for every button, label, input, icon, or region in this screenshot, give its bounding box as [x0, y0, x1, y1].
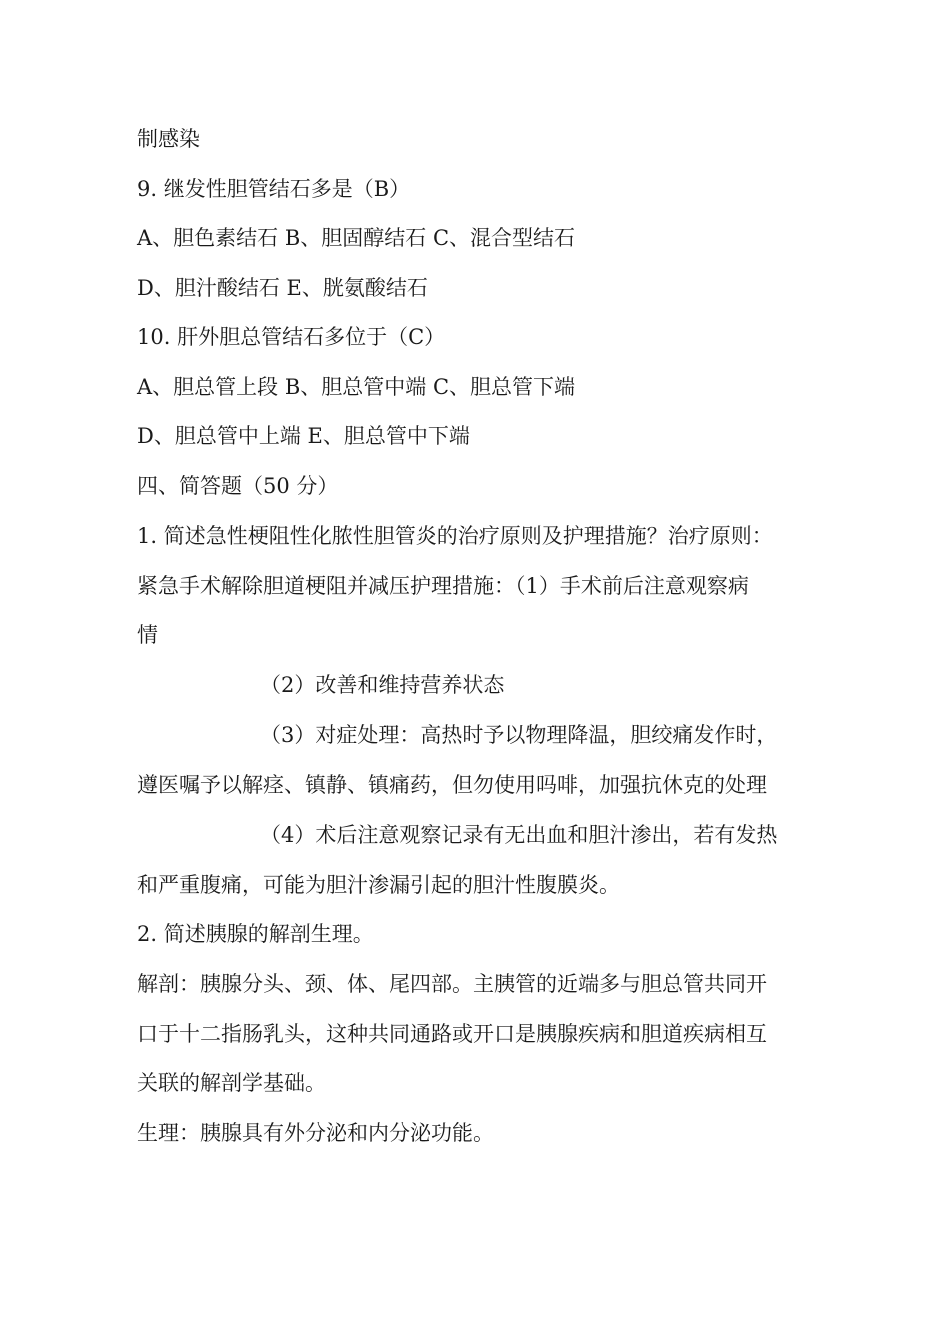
text-line: （2）改善和维持营养状态	[260, 673, 505, 697]
question-9-options-d-e: D、胆汁酸结石 E、胱氨酸结石	[137, 276, 428, 300]
text-line: 关联的解剖学基础。	[137, 1071, 326, 1095]
short-answer-2: 2. 简述胰腺的解剖生理。	[137, 922, 374, 946]
question-9-options-a-c: A、胆色素结石 B、胆固醇结石 C、混合型结石	[137, 226, 576, 250]
question-9: 9. 继发性胆管结石多是（B）	[137, 177, 411, 201]
text-line: 口于十二指肠乳头，这种共同通路或开口是胰腺疾病和胆道疾病相互	[137, 1022, 767, 1046]
text-line: 制感染	[137, 127, 200, 151]
text-line: 紧急手术解除胆道梗阻并减压护理措施：（1）手术前后注意观察病	[137, 574, 749, 598]
text-line: 解剖：胰腺分头、颈、体、尾四部。主胰管的近端多与胆总管共同开	[137, 972, 767, 996]
question-10-options-a-c: A、胆总管上段 B、胆总管中端 C、胆总管下端	[137, 375, 576, 399]
short-answer-1: 1. 简述急性梗阻性化脓性胆管炎的治疗原则及护理措施？治疗原则：	[137, 524, 773, 548]
question-10: 10. 肝外胆总管结石多位于（C）	[137, 325, 446, 349]
question-10-options-d-e: D、胆总管中上端 E、胆总管中下端	[137, 424, 470, 448]
text-line: 情	[137, 623, 158, 647]
text-line: 遵医嘱予以解痉、镇静、镇痛药，但勿使用吗啡，加强抗休克的处理	[137, 773, 767, 797]
text-line: （4）术后注意观察记录有无出血和胆汁渗出，若有发热	[260, 823, 778, 847]
text-line: （3）对症处理：高热时予以物理降温，胆绞痛发作时，	[260, 723, 778, 747]
text-line: 生理：胰腺具有外分泌和内分泌功能。	[137, 1121, 494, 1145]
text-line: 和严重腹痛，可能为胆汁渗漏引起的胆汁性腹膜炎。	[137, 873, 620, 897]
section-heading: 四、简答题（50 分）	[137, 474, 339, 498]
